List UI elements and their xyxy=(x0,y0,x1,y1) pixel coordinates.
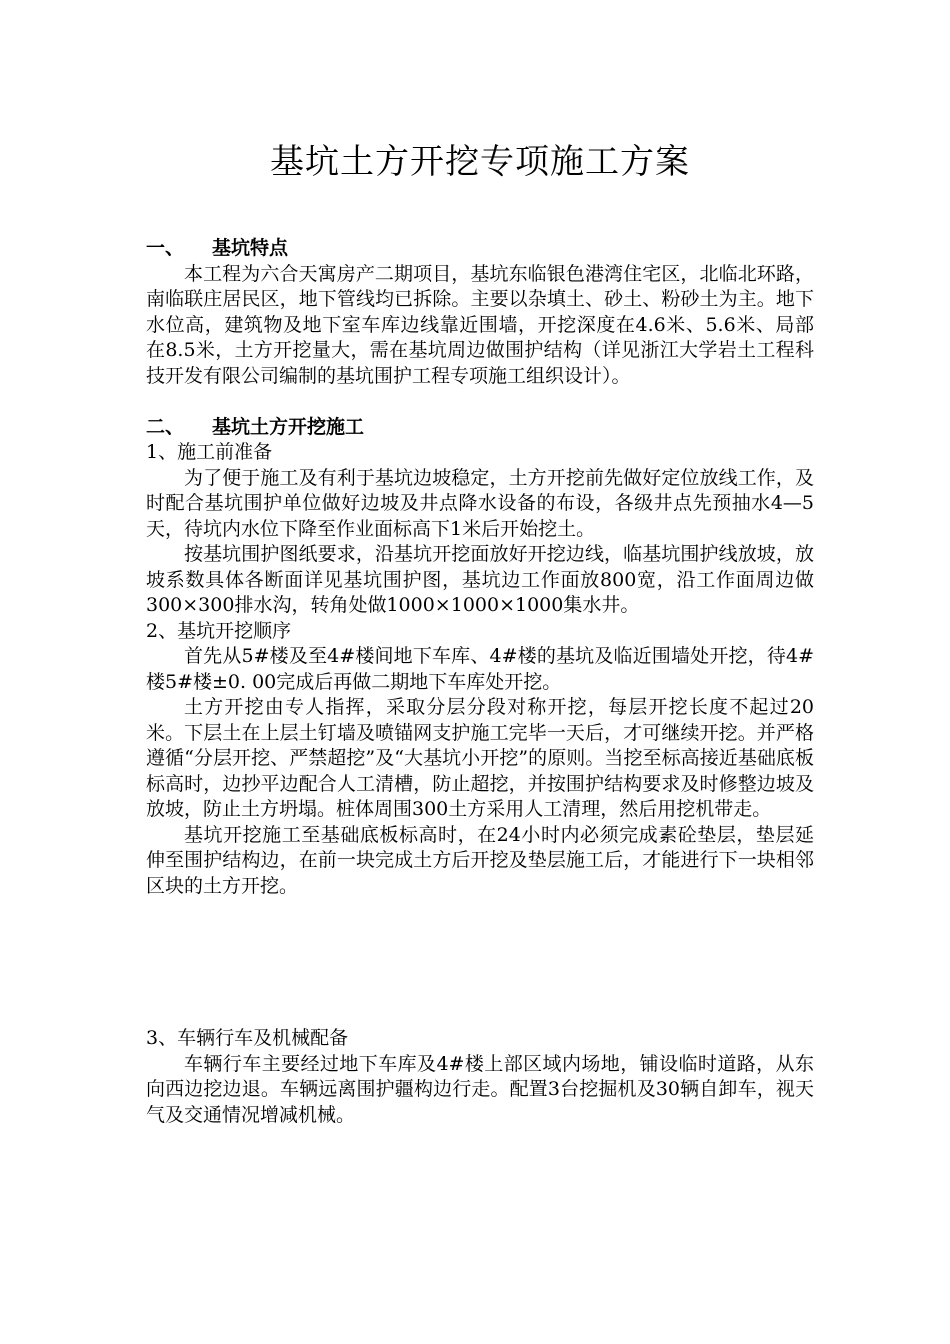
paragraph: 基坑开挖施工至基础底板标高时，在24小时内必须完成素砼垫层，垫层延伸至围护结构边，在前一块完成土方后开挖及垫层施工后，才能进行下一块相邻区块的土方开挖。 xyxy=(146,823,814,897)
paragraph: 按基坑围护图纸要求，沿基坑开挖面放好开挖边线，临基坑围护线放坡，放坡系数具体各断面详见基坑围护图，基坑边工作面放800宽，沿工作面周边做300×300排水沟，转角处做1000×1000×1000集水井。 xyxy=(146,543,814,616)
section-title: 基坑土方开挖施工 xyxy=(212,415,365,438)
paragraph: 为了便于施工及有利于基坑边坡稳定，土方开挖前先做好定位放线工作，及时配合基坑围护单位做好边坡及井点降水设备的布设，各级井点先预抽水4—5天，待坑内水位下降至作业面标高下1米后开始挖土。 xyxy=(146,466,814,540)
paragraph: 车辆行车主要经过地下车库及4#楼上部区域内场地，铺设临时道路，从东向西边挖边退。车辆远离围护疆构边行走。配置3台挖掘机及30辆自卸车，视天气及交通情况增减机械。 xyxy=(146,1052,814,1126)
paragraph: 土方开挖由专人指挥，采取分层分段对称开挖，每层开挖长度不起过20米。下层土在上层土钉墙及喷锚网支护施工完毕一天后，才可继续开挖。并严格遵循“分层开挖、严禁超挖”及“大基坑小开挖”的原则。当挖至标高接近基础底板标高时，边抄平边配合人工清槽，防止超挖，并按围护结构要求及时修整边坡及放坡，防止土方坍塌。桩体周围300土方采用人工清理，然后用挖机带走。 xyxy=(146,696,814,820)
section-heading-2 xyxy=(146,415,814,441)
subsection-heading-2: 2、基坑开挖顺序 xyxy=(146,619,292,642)
document-title: 基坑土方开挖专项施工方案 xyxy=(270,142,690,182)
spacer xyxy=(146,389,814,415)
paragraph: 本工程为六合天寓房产二期项目，基坑东临银色港湾住宅区，北临北环路，南临联庄居民区，地下管线均已拆除。主要以杂填土、砂土、粉砂土为主。地下水位高，建筑物及地下室车库边线靠近围墙，开挖深度在4.6米、5.6米、局部在8.5米，土方开挖量大，需在基坑周边做围护结构（详见浙江大学岩土工程科技开发有限公司编制的基坑围护工程专项施工组织设计）。 xyxy=(146,262,814,387)
document-body xyxy=(146,236,814,1128)
section-number: 二、 xyxy=(146,415,185,438)
subsection-heading-1: 1、施工前准备 xyxy=(146,441,273,463)
paragraph: 首先从5#楼及至4#楼间地下车库、4#楼的基坑及临近围墙处开挖，待4#楼5#楼±0. 00完成后再做二期地下车库处开挖。 xyxy=(146,645,814,693)
section-heading-1 xyxy=(146,236,814,262)
subsection-heading-3: 3、车辆行车及机械配备 xyxy=(146,1027,349,1049)
section-title: 基坑特点 xyxy=(212,237,289,259)
spacer xyxy=(146,899,814,1026)
section-number: 一、 xyxy=(146,237,185,259)
